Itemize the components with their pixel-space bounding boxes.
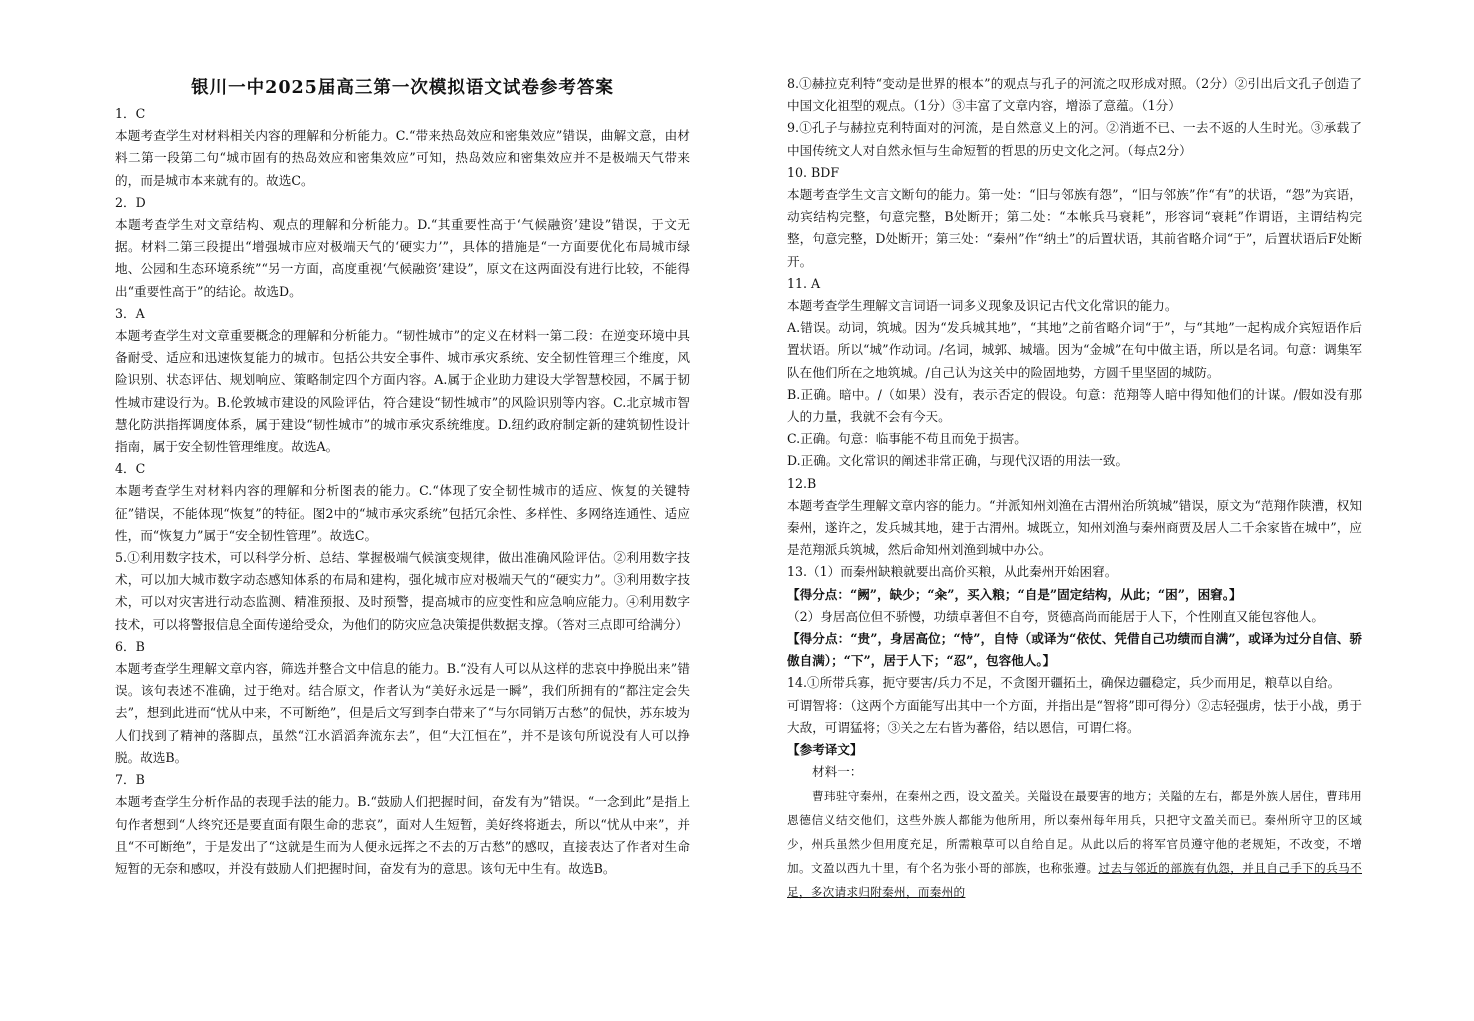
page-title: 银川一中2025届高三第一次模拟语文试卷参考答案 [191, 78, 614, 98]
answer-paragraph: 本题考查学生理解文章内容的能力。“并派知州刘渔在古渭州治所筑城”错误，原文为“范翔作陕漕，权知秦州，遂许之，发兵城其地，建于古渭州。城既立，知州刘渔与秦州商贾及居人二千余家皆在城中”，应是范翔派兵筑城，然后命知州刘渔到城中办公。 [787, 497, 1362, 558]
answer-paragraph: 11. A [787, 275, 821, 291]
answer-paragraph: 4．C [115, 461, 146, 477]
answer-paragraph: 本题考查学生对材料内容的理解和分析图表的能力。C.“体现了安全韧性城市的适应、恢复的关键特征”错误，不能体现“恢复”的特征。图2中的“城市承灾系统”包括冗余性、多样性、多网络连通性、适应性，而“恢复力”属于“安全韧性管理”。故选C。 [115, 483, 690, 543]
material-label: 材料一： [812, 764, 863, 780]
answer-paragraph: 本题考查学生文言文断句的能力。第一处：“旧与邻族有怨”，“旧与邻族”作“有”的状语，“怨”为宾语，动宾结构完整，句意完整，B处断开；第二处：“本帐兵马衰耗”，形容词“衰耗”作谓语，主谓结构完整，句意完整，D处断开；第三处：“秦州”作“纳土”的后置状语，其前省略介词“于”，后置状语后F处断开。 [787, 187, 1362, 269]
right-column [787, 0, 1362, 1021]
answer-paragraph: 2．D [115, 194, 146, 210]
answer-paragraph: 本题考查学生对材料相关内容的理解和分析能力。C.“带来热岛效应和密集效应”错误，曲解文意，由材料二第一段第二句“城市固有的热岛效应和密集效应”可知，热岛效应和密集效应并不是极端天气带来的，而是城市本来就有的。故选C。 [115, 128, 690, 188]
answer-paragraph: 本题考查学生理解文章内容，筛选并整合文中信息的能力。B.“没有人可以从这样的悲哀中挣脱出来”错误。该句表述不准确，过于绝对。结合原文，作者认为“美好永远是一瞬”，我们所拥有的“都注定会失去”，想到此进而“忧从中来，不可断绝”，但是后文写到李白带来了“与尔同销万古愁”的侃快，苏东坡为人们找到了精神的落脚点，虽然“江水滔滔奔流东去”，但“大江恒在”，并不是该句所说没有人可以挣脱。故选B。 [115, 661, 690, 765]
answer-paragraph: 【得分点：“阙”，缺少；“籴”，买入粮；“自是”固定结构，从此；“困”，困窘。】 [787, 586, 1242, 602]
answer-paragraph: 本题考查学生理解文言词语一词多义现象及识记古代文化常识的能力。 [787, 298, 1178, 314]
right-answer-list [787, 73, 1362, 739]
answer-paragraph: 13.（1）而秦州缺粮就要出高价买粮，从此秦州开始困窘。 [787, 564, 1118, 580]
answer-paragraph: 3．A [115, 305, 145, 321]
answer-paragraph: 1．C [115, 106, 146, 121]
translation-text: 曹玮驻守秦州，在秦州之西，设文盈关。关隘设在最要害的地方；关隘的左右，都是外族人居住，曹玮用恩德信义结交他们，这些外族人都能为他所用，所以秦州每年用兵，只把守文盈关而已。秦州所守卫的区域少，州兵虽然少但用度充足，所需粮草可以自给自足。从此以后的将军官员遵守他的老规矩，不改变，不增加。文盈以西九十里，有个名为张小哥的部族，也称张遵。 [787, 788, 1362, 875]
answer-paragraph: 本题考查学生对文章结构、观点的理解和分析能力。D.“其重要性高于‘气候融资’建设”错误，于文无据。材料二第三段提出“增强城市应对极端天气的‘硬实力’”，具体的措施是“一方面要优化布局城市绿地、公园和生态环境系统”“另一方面，高度重视‘气候融资’建设”，原文在这两面没有进行比较，不能得出“重要性高于”的结论。故选D。 [115, 217, 690, 299]
answer-paragraph: 可谓智将：（这两个方面能写出其中一个方面，并指出是“智将”即可得分）②志轻强虏，怯于小战，勇于大敌，可谓猛将；③关之左右皆为蕃俗，结以恩信，可谓仁将。 [787, 697, 1362, 735]
left-answer-list [115, 103, 690, 880]
translation-underlined: 过去与邻近的部族有仇怨，并且自己手下的兵马不足，多次请求归附秦州，而秦州的 [787, 860, 1362, 899]
answer-paragraph: 本题考查学生对文章重要概念的理解和分析能力。“韧性城市”的定义在材料一第二段：在逆变环境中具备耐受、适应和迅速恢复能力的城市。包括公共安全事件、城市承灾系统、安全韧性管理三个维度，风险识别、状态评估、规划响应、策略制定四个方面内容。A.属于企业助力建设大学智慧校园，不属于韧性城市建设行为。B.伦敦城市建设的风险评估，符合建设“韧性城市”的风险识别等内容。C.北京城市智慧化防洪指挥调度体系，属于建设“韧性城市”的城市承灾系统维度。D.纽约政府制定新的建筑韧性设计指南，属于安全韧性管理维度。故选A。 [115, 328, 690, 455]
reference-heading: 【参考译文】 [787, 742, 863, 758]
answer-paragraph: 14.①所带兵寡，扼守要害/兵力不足，不贪图开疆拓土，确保边疆稳定，兵少而用足，粮草以自给。 [787, 675, 1341, 691]
answer-paragraph: A.错误。动词，筑城。因为“发兵城其地”，“其地”之前省略介词“于”，与“其地”一起构成介宾短语作后置状语。所以“城”作动词。/名词，城郭、城墙。因为“金城”在句中做主语，所以是名词。句意：调集军队在他们所在之地筑城。/自己认为这关中的险固地势，方圆千里坚固的城防。 [787, 320, 1362, 380]
answer-paragraph: 5.①利用数字技术，可以科学分析、总结、掌握极端气候演变规律，做出准确风险评估。②利用数字技术，可以加大城市数字动态感知体系的布局和建构，强化城市应对极端天气的“硬实力”。③利用数字技术，可以对灾害进行动态监测、精准预报、及时预警，提高城市的应变性和应急响应能力。④利用数字技术，可以将警报信息全面传递给受众，为他们的防灾应急决策提供数据支撑。（答对三点即可给满分） [115, 550, 690, 632]
answer-paragraph: 7．B [115, 772, 145, 788]
answer-paragraph: 8.①赫拉克利特“变动是世界的根本”的观点与孔子的河流之叹形成对照。（2分）②引出后文孔子创造了中国文化祖型的观点。（1分）③丰富了文章内容，增添了意蕴。（1分） [787, 76, 1362, 114]
answer-paragraph: 6．B [115, 638, 145, 654]
answer-paragraph: C.正确。句意：临事能不苟且而免于损害。 [787, 431, 1027, 447]
answer-paragraph: D.正确。文化常识的阐述非常正确，与现代汉语的用法一致。 [787, 453, 1129, 469]
answer-paragraph: 12.B [787, 475, 817, 491]
answer-paragraph: 【得分点：“贵”，身居高位；“恃”，自恃（或译为“依仗、凭借自己功绩而自满”，或译为过分自信、骄傲自满）；“下”，居于人下；“忍”，包容他人。】 [787, 631, 1362, 669]
answer-paragraph: 本题考查学生分析作品的表现手法的能力。B.“鼓励人们把握时间，奋发有为”错误。“一念到此”是指上句作者想到“人终究还是要直面有限生命的悲哀”，面对人生短暂，美好终将逝去，所以“忧从中来”，并且“不可断绝”，于是发出了“这就是生而为人便永远挥之不去的万古愁”的感叹，直接表达了作者对生命短暂的无奈和感叹，并没有鼓励人们把握时间，奋发有为的意思。该句无中生有。故选B。 [115, 794, 690, 876]
translation-paragraph [787, 784, 1362, 904]
answer-paragraph: 10. BDF [787, 164, 840, 180]
answer-paragraph: （2）身居高位但不骄慢，功绩卓著但不自夸，贤德高尚而能居于人下，个性刚直又能包容他人。 [787, 608, 1324, 624]
left-column [115, 0, 690, 1021]
answer-paragraph: B.正确。暗中。/（如果）没有，表示否定的假设。句意：范翔等人暗中得知他们的计谋。/假如没有那人的力量，我就不会有今天。 [787, 386, 1362, 425]
answer-paragraph: 9.①孔子与赫拉克利特面对的河流，是自然意义上的河。②消逝不已、一去不返的人生时光。③承载了中国传统文人对自然永恒与生命短暂的哲思的历史文化之河。（每点2分） [787, 120, 1362, 158]
